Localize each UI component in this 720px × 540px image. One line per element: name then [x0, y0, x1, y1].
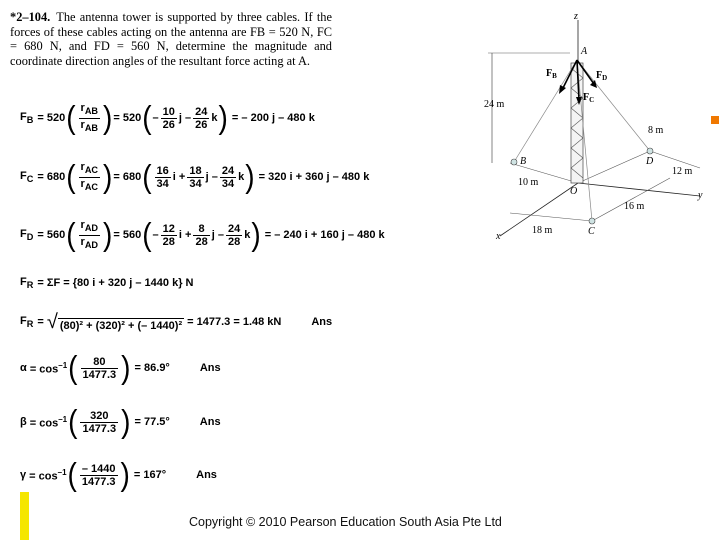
- gamma-frac: [80, 463, 118, 488]
- fc-magnitude: 680: [46, 171, 66, 183]
- alpha-frac: [81, 356, 119, 381]
- beta-result: = 77.5°: [134, 416, 170, 428]
- fd-unit-den-sub: AD: [84, 239, 99, 250]
- fb-symbol: F: [20, 110, 27, 123]
- alpha-symbol: α: [20, 362, 27, 374]
- label-y: y: [698, 190, 703, 201]
- fd-frac-k: [226, 223, 242, 248]
- fd-frac-i: [161, 223, 177, 248]
- fc-symbol: F: [20, 169, 27, 182]
- fc-unit-den: r: [80, 177, 85, 190]
- label-24m: 24 m: [484, 99, 505, 110]
- label-12m: 12 m: [672, 166, 693, 177]
- fr-symbol: F: [20, 275, 27, 288]
- fd-unit-vector: [79, 219, 101, 250]
- fc-magnitude-2: 680: [122, 171, 142, 183]
- solution-equations: [20, 0, 490, 540]
- fb-magnitude: 520: [46, 112, 66, 124]
- grid-line: [592, 178, 670, 221]
- fc-result: 320 i + 360 j – 480 k: [268, 171, 370, 183]
- label-18m: 18 m: [532, 225, 553, 236]
- fd-c3d: 28: [227, 235, 241, 248]
- fd-unit-den: r: [80, 235, 85, 248]
- fc-c2d: 34: [189, 177, 202, 190]
- alpha-den: 1477.3: [82, 368, 117, 381]
- fd-c1v: i: [178, 229, 182, 241]
- fd-c1d: 28: [162, 235, 175, 248]
- fb-unit-vector: [79, 102, 101, 133]
- ans-label: Ans: [196, 469, 217, 481]
- fd-result: – 240 i + 160 j – 480 k: [274, 229, 385, 241]
- fb-unit-den-sub: AB: [84, 122, 99, 133]
- fb-c1d: 26: [162, 118, 175, 131]
- fd-frac-j: [193, 223, 209, 248]
- fr-sum-rhs: = ΣF = {80 i + 320 j – 1440 k} N: [37, 277, 194, 289]
- label-x: x: [496, 231, 501, 242]
- equation-fd: $F_D$ = 560 ( $\frac{r_{AD}}{r_{AD}}$ ) = 560 ( – $\frac{12}{28}$ i + $\frac{8}{28}$ j – $\frac{24}{28}$ k ) = – 240 i + 160 j – 480 k: [20, 216, 385, 253]
- arrowhead-fb: [559, 85, 566, 94]
- label-fd: $F_D$: [596, 70, 608, 82]
- gamma-result: = 167°: [133, 469, 167, 481]
- fc-c1: 16: [156, 164, 169, 177]
- fb-c1v: j: [178, 112, 182, 124]
- fr-mag-result: = 1477.3 = 1.48 kN: [187, 316, 282, 328]
- fd-magnitude: 560: [46, 229, 66, 241]
- fb-magnitude-2: 520: [122, 112, 142, 124]
- beta-symbol: β: [20, 416, 27, 428]
- fd-unit-num-sub: AD: [84, 223, 99, 234]
- fb-unit-num: r: [80, 102, 85, 115]
- fb-unit-num-sub: AB: [84, 106, 99, 117]
- fd-symbol: F: [20, 227, 27, 240]
- fd-c2d: 28: [195, 235, 208, 248]
- fc-c3: 24: [221, 164, 235, 177]
- label-a: A: [581, 46, 588, 57]
- fb-frac-k: [193, 106, 209, 131]
- fc-frac-i: [155, 165, 171, 190]
- label-d: D: [646, 156, 654, 167]
- fd-unit-num: r: [80, 219, 85, 232]
- label-b: B: [520, 156, 527, 167]
- fr-mag-symbol: F: [20, 314, 27, 327]
- fc-frac-k: [220, 165, 236, 190]
- label-fb: $F_B$: [546, 68, 557, 80]
- fc-frac-j: [187, 165, 203, 190]
- fd-c3v: k: [244, 229, 251, 241]
- y-axis: [578, 183, 700, 196]
- equation-alpha: α = $\cos^{-1}$ ( $\frac{80}{1477.3}$ ) = 86.9° Ans: [20, 349, 221, 386]
- equation-beta: β = $\cos^{-1}$ ( $\frac{320}{1477.3}$ ) = 77.5° Ans: [20, 403, 221, 440]
- alpha-result: = 86.9°: [134, 362, 170, 374]
- cable-ad: [577, 60, 650, 151]
- accent-bar: [20, 492, 29, 540]
- fc-c2v: j: [205, 171, 209, 183]
- fc-c3v: k: [238, 171, 245, 183]
- equation-fr-magnitude: $F_R$ = √ (80)² + (320)² + (– 1440)² = 1477.3 = 1.48 kN Ans: [20, 311, 333, 333]
- alpha-num: 80: [93, 355, 106, 368]
- fb-subscript: B: [26, 115, 34, 126]
- fd-c2: 8: [198, 222, 205, 235]
- label-z: z: [574, 11, 578, 22]
- fb-unit-den: r: [80, 118, 85, 131]
- grid-line: [578, 151, 650, 183]
- label-8m: 8 m: [648, 125, 664, 136]
- gamma-den: 1477.3: [81, 475, 116, 488]
- ans-label: Ans: [199, 362, 221, 374]
- fd-c1: 12: [162, 222, 175, 235]
- fd-magnitude-2: 560: [122, 229, 142, 241]
- gamma-symbol: γ: [20, 469, 27, 481]
- fr-mag-subscript: R: [26, 319, 34, 330]
- equation-fc: $F_C$ = 680 ( $\frac{r_{AC}}{r_{AC}}$ ) = 680 ( $\frac{16}{34}$ i + $\frac{18}{34}$ j – $\frac{24}{34}$ k ) = 320 i + 360 j – 480 k: [20, 158, 370, 195]
- fd-subscript: D: [26, 232, 34, 243]
- fb-frac-j: [161, 106, 177, 131]
- beta-den: 1477.3: [82, 422, 117, 435]
- fr-subscript: R: [26, 280, 34, 291]
- fd-c2v: j: [211, 229, 215, 241]
- fc-c2: 18: [189, 164, 202, 177]
- equation-fr-sum: [20, 263, 193, 303]
- antenna-diagram: [470, 8, 720, 248]
- fc-c1d: 34: [156, 177, 169, 190]
- beta-frac: [80, 410, 118, 435]
- fb-c1: 10: [162, 105, 175, 118]
- ans-label: Ans: [311, 316, 333, 328]
- sqrt-radicand: (80)² + (320)² + (– 1440)²: [59, 320, 183, 332]
- sqrt-expression: √ (80)² + (320)² + (– 1440)²: [46, 311, 183, 333]
- fc-c1v: i: [172, 171, 176, 183]
- fc-unit-den-sub: AC: [84, 181, 99, 192]
- beta-num: 320: [90, 409, 109, 422]
- label-16m: 16 m: [624, 201, 645, 212]
- label-c: C: [588, 226, 595, 237]
- fb-result: – 200 j – 480 k: [241, 112, 315, 124]
- fc-subscript: C: [26, 174, 34, 185]
- fb-c2: 24: [195, 105, 208, 118]
- grid-line: [510, 213, 592, 221]
- copyright-footer: Copyright © 2010 Pearson Education South Asia Pte Ltd: [189, 515, 502, 529]
- ans-label: Ans: [199, 416, 221, 428]
- label-fc: $F_C$: [583, 92, 595, 104]
- equation-fb: $F_B$ = 520 ( $\frac{r_{AB}}{r_{AB}}$ ) = 520 ( – $\frac{10}{26}$ j – $\frac{24}{26}$ k ) = – 200 j – 480 k: [20, 99, 315, 136]
- accent-square: [711, 116, 719, 124]
- anchor-d: [647, 148, 653, 154]
- fb-c2d: 26: [195, 118, 208, 131]
- label-10m: 10 m: [518, 177, 539, 188]
- fb-c2v: k: [211, 112, 218, 124]
- anchor-c: [589, 218, 595, 224]
- fc-unit-vector: [79, 161, 101, 192]
- anchor-b: [511, 159, 517, 165]
- problem-number: *2–104.: [10, 10, 51, 24]
- fd-c3: 24: [227, 222, 241, 235]
- fc-unit-num-sub: AC: [84, 165, 99, 176]
- fc-unit-num: r: [80, 161, 85, 174]
- label-o: O: [570, 186, 578, 197]
- gamma-num: – 1440: [81, 462, 116, 475]
- equation-gamma: γ = $\cos^{-1}$ ( $\frac{- 1440}{1477.3}$ ) = 167° Ans: [20, 456, 217, 493]
- fc-c3d: 34: [221, 177, 235, 190]
- problem-text: The antenna tower is supported by three cables. If the forces of these cables acting on the antenna are FB = 520 N, FC = 680 N, and FD = 560 N, determine the magnitude and coordinate direction angles of the resultant force acting at A.: [10, 10, 332, 68]
